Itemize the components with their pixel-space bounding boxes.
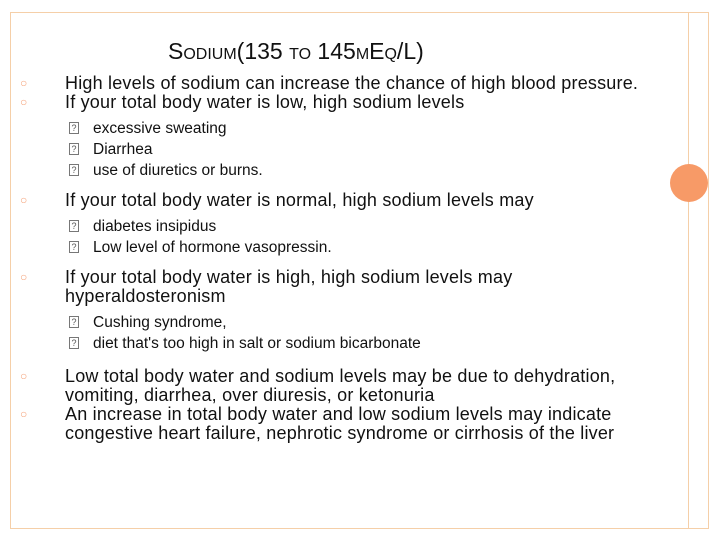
sub-list-item-text: use of diuretics or burns. xyxy=(93,162,263,179)
list-item-text: If your total body water is low, high sodium levels xyxy=(65,92,465,112)
sub-list-item-text: excessive sweating xyxy=(93,120,227,137)
sub-list-item xyxy=(20,333,670,354)
slide-title xyxy=(168,38,424,65)
list-item-text: If your total body water is high, high sodium levels may hyperaldosteronism xyxy=(65,267,513,306)
title-part: 145 xyxy=(311,38,356,64)
box-bullet-icon: ? xyxy=(69,337,79,349)
sub-list-item-text: diet that's too high in salt or sodium bicarbonate xyxy=(93,335,421,352)
decorative-circle xyxy=(670,164,708,202)
box-bullet-icon: ? xyxy=(69,241,79,253)
sub-list-item xyxy=(20,139,670,160)
slide-right-strip xyxy=(688,12,689,529)
list-item xyxy=(20,191,670,210)
list-item xyxy=(20,405,670,443)
circle-bullet-icon: ○ xyxy=(20,407,28,421)
sub-list-item-text: Low level of hormone vasopressin. xyxy=(93,239,332,256)
list-item xyxy=(20,74,670,93)
circle-bullet-icon: ○ xyxy=(20,95,28,109)
circle-bullet-icon: ○ xyxy=(20,369,28,383)
title-part: mEq/L) xyxy=(355,38,424,64)
circle-bullet-icon: ○ xyxy=(20,270,28,284)
sub-list-item-text: Cushing syndrome, xyxy=(93,314,227,331)
list-item xyxy=(20,367,670,405)
list-item-text: An increase in total body water and low sodium levels may indicate congestive heart failure, nephrotic syndrome or cirrhosis of the liver xyxy=(65,404,615,443)
box-bullet-icon: ? xyxy=(69,164,79,176)
list-item xyxy=(20,268,670,306)
title-part: Sodium xyxy=(168,38,237,64)
list-item xyxy=(20,93,670,112)
box-bullet-icon: ? xyxy=(69,143,79,155)
box-bullet-icon: ? xyxy=(69,122,79,134)
list-item-text: If your total body water is normal, high sodium levels may xyxy=(65,190,534,210)
list-item-text: High levels of sodium can increase the chance of high blood pressure. xyxy=(65,73,639,93)
circle-bullet-icon: ○ xyxy=(20,193,28,207)
sub-list-item xyxy=(20,312,670,333)
box-bullet-icon: ? xyxy=(69,316,79,328)
list-item-text: Low total body water and sodium levels may be due to dehydration, vomiting, diarrhea, over diuresis, or ketonuria xyxy=(65,366,616,405)
sub-list-item xyxy=(20,237,670,258)
circle-bullet-icon: ○ xyxy=(20,76,28,90)
sub-list-item xyxy=(20,160,670,181)
box-bullet-icon: ? xyxy=(69,220,79,232)
title-part: (135 xyxy=(236,38,290,64)
title-part: to xyxy=(289,38,312,64)
sub-list-item xyxy=(20,216,670,237)
sub-list-item-text: Diarrhea xyxy=(93,141,153,158)
sub-list-item xyxy=(20,118,670,139)
bullet-list xyxy=(20,74,670,443)
sub-list-item-text: diabetes insipidus xyxy=(93,218,217,235)
